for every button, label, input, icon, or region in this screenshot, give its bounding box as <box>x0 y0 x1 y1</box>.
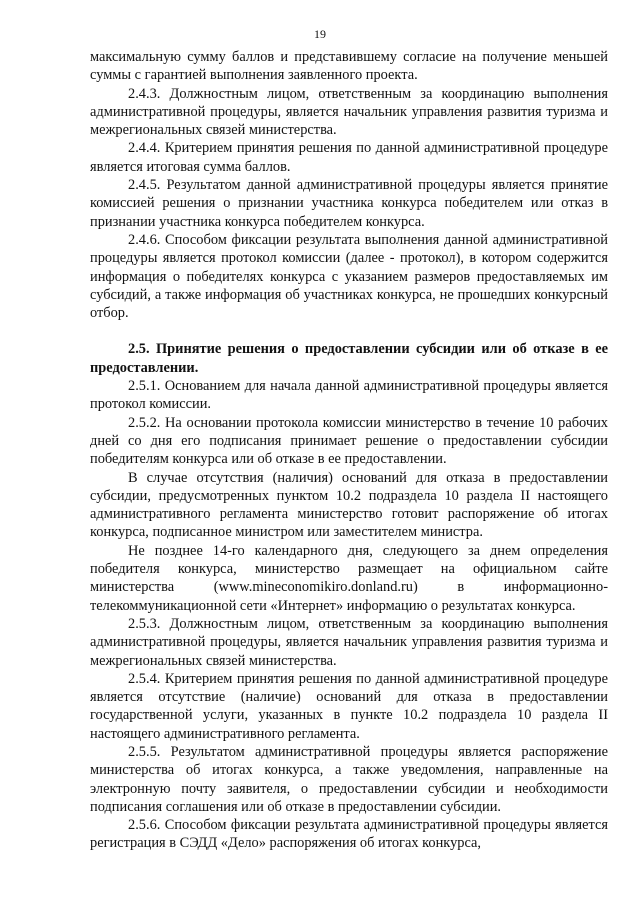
paragraph-2-5-6: 2.5.6. Способом фиксации результата административной процедуры является регистрация в СЭДД «Дело» распоряжения об итогах конкурса, <box>90 817 608 852</box>
paragraph-2-5-3: 2.5.3. Должностным лицом, ответственным за координацию выполнения административной процедуры, является начальник управления развития туризма и межрегиональных связей министерства. <box>90 615 608 669</box>
paragraph-continuation: максимальную сумму баллов и представившему согласие на получение меньшей суммы с гарантией выполнения заявленного проекта. <box>90 49 608 84</box>
paragraph-2-4-3: 2.4.3. Должностным лицом, ответственным за координацию выполнения административной процедуры, является начальник управления развития туризма и межрегиональных связей министерства. <box>90 85 608 139</box>
paragraph-2-5-5: 2.5.5. Результатом административной процедуры является распоряжение министерства об итогах конкурса, а также уведомления, направленные на электронную почту заявителя, о предоставлении субсидии и необходимости подписания соглашения или об отказе в предоставлении субсидии. <box>90 743 608 815</box>
section-heading-2-5: 2.5. Принятие решения о предоставлении субсидии или об отказе в ее предоставлении. <box>90 341 608 376</box>
paragraph-2-5-2: 2.5.2. На основании протокола комиссии министерство в течение 10 рабочих дней со дня его подписания принимает решение о предоставлении субсидии победителям конкурса или об отказе в ее предоставлении. <box>90 414 608 468</box>
paragraph-2-5-4: 2.5.4. Критерием принятия решения по данной административной процедуре является отсутствие (наличие) оснований для отказа в предоставлении государственной услуги, указанных в пункте 10.2 подраздела 10 раздела II настоящего административного регламента. <box>90 670 608 742</box>
paragraph-2-5-1: 2.5.1. Основанием для начала данной административной процедуры является протокол комиссии. <box>90 378 608 413</box>
page-number: 19 <box>314 27 326 41</box>
document-body <box>90 48 608 853</box>
paragraph-2-4-4: 2.4.4. Критерием принятия решения по данной административной процедуре является итоговая сумма баллов. <box>90 140 608 175</box>
paragraph-publication-deadline: Не позднее 14-го календарного дня, следующего за днем определения победителя конкурса, министерство размещает на официальном сайте министерства (www.mineconomikiro.donland.ru) в информационно-телекоммуникационной сети «Интернет» информацию о результатах конкурса. <box>90 542 608 614</box>
paragraph-2-4-6: 2.4.6. Способом фиксации результата выполнения данной административной процедуры является протокол комиссии (далее - протокол), в котором содержится информация о победителях конкурса с указанием размеров предоставляемых им субсидий, а также информация об участниках конкурса, не прошедших конкурсный отбор. <box>90 231 608 322</box>
paragraph-2-4-5: 2.4.5. Результатом данной административной процедуры является принятие комиссией решения о признании участника конкурса победителем или отказ в признании участника конкурса победителем конкурса. <box>90 177 608 230</box>
paragraph-absence-of-grounds: В случае отсутствия (наличия) оснований для отказа в предоставлении субсидии, предусмотренных пунктом 10.2 подраздела 10 раздела II настоящего административного регламента министерство готовит распоряжение об итогах конкурса, подписанное министром или заместителем министра. <box>90 469 608 541</box>
